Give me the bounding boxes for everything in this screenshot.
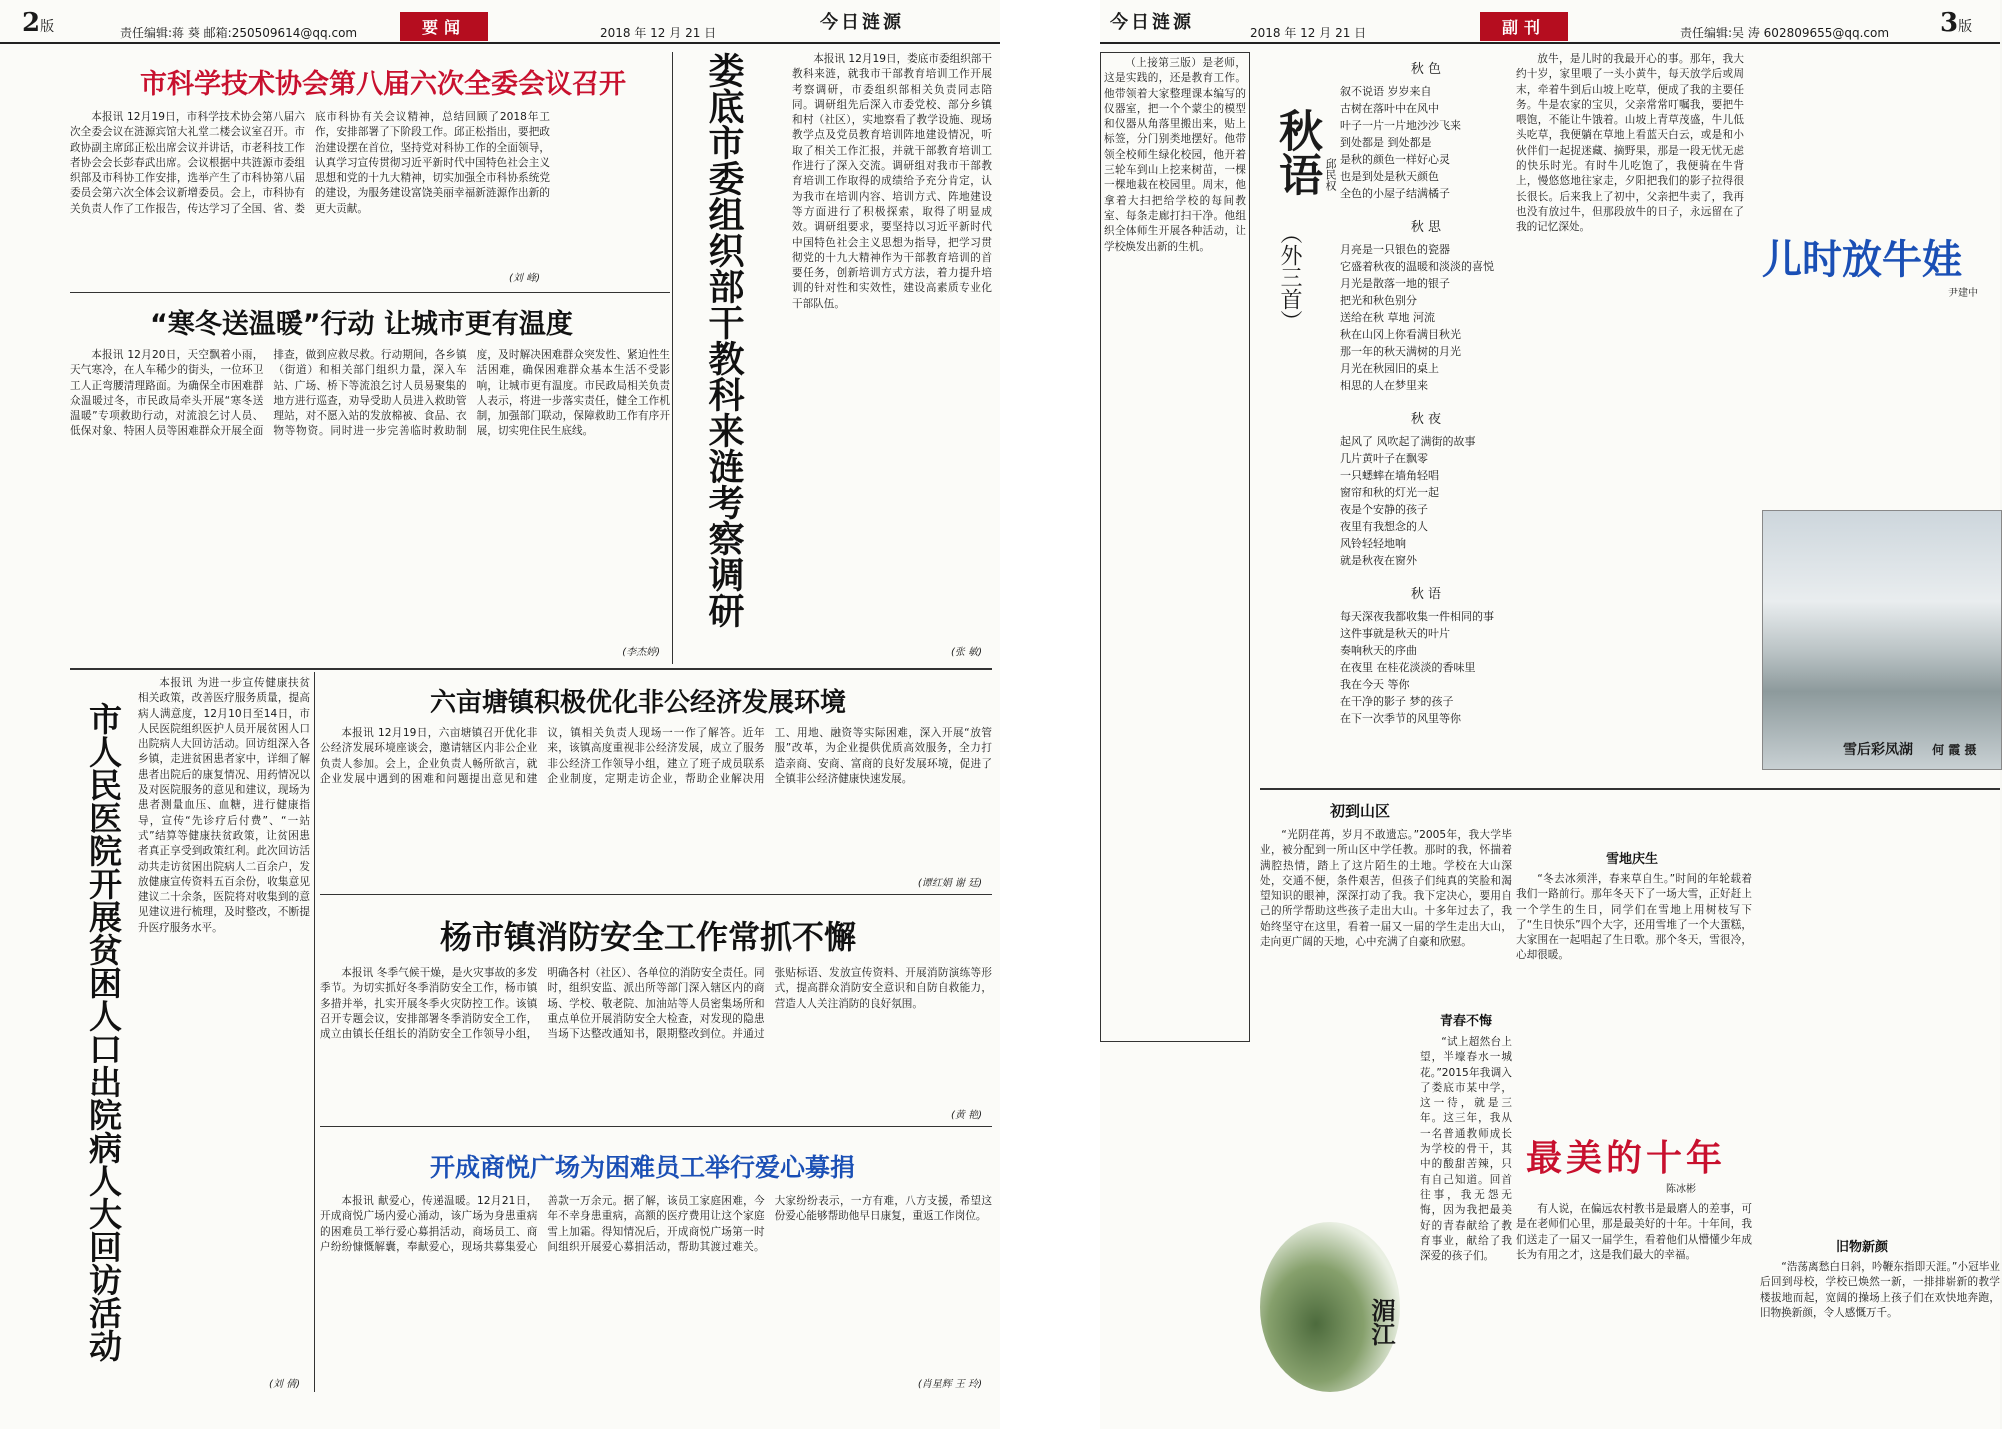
paper-name: 今日涟源 xyxy=(1110,12,1194,33)
body-mountain: “光阴荏苒，岁月不敢遗忘。”2005年，我大学毕业，被分配到一所山区中学任教。那时的我，怀揣着满腔热情，踏上了这片陌生的土地。学校在大山深处，交通不便，条件艰苦，但孩子们纯真的笑脸和渴望知识的眼神，深深打动了我。我下定决心，要用自己的所学帮助这些孩子走出大山。十多年过去了，我始终坚守在这里，看着一届又一届的学生走出大山，走向更广阔的天地，心中充满了自豪和欣慰。 xyxy=(1260,829,1512,949)
divider xyxy=(320,1126,992,1127)
poem-line: 我在今天 等你 xyxy=(1340,678,1410,691)
photo-credit: 何 霞 摄 xyxy=(1932,743,1977,757)
continued-column xyxy=(1100,52,1250,1042)
headline-loudi: 娄底市委组织部干教科来涟考察调研 xyxy=(703,52,744,628)
poem-line: 古树在落叶中在风中 xyxy=(1340,102,1439,115)
poem-title: 秋 色 xyxy=(1410,62,1442,77)
divider xyxy=(70,668,992,670)
headline-teacher: 青春不悔 xyxy=(1439,1014,1492,1029)
article-cowherd xyxy=(1516,52,2000,784)
divider xyxy=(320,894,992,895)
snow-lake-photo xyxy=(1762,510,2002,770)
headline-hospital: 市人民医院开展贫困人口出院病人大回访活动 xyxy=(84,702,123,1362)
editor-info: 责任编辑:蒋 葵 邮箱:250509614@qq.com xyxy=(120,26,358,40)
divider xyxy=(314,672,315,1392)
poem-line: 在干净的影子 梦的孩子 xyxy=(1340,695,1454,708)
poem-line: 在下一次季节的风里等你 xyxy=(1340,712,1461,725)
headline-mountain: 初到山区 xyxy=(1330,802,1391,820)
section-tag: 副刊 xyxy=(1480,12,1568,41)
body-old-new: “浩荡离愁白日斜，吟鞭东指即天涯。”小冠毕业后回到母校，学校已焕然一新，一排排崭新的教学楼拔地而起，宽阔的操场上孩子们在欢快地奔跑，旧物换新颜，令人感慨万千。 xyxy=(1760,1261,2000,1319)
poem-line: 叶子一片一片地沙沙飞来 xyxy=(1340,119,1461,132)
poem-line: 月亮是一只银色的瓷器 xyxy=(1340,243,1450,256)
divider xyxy=(70,292,670,293)
article-teacher xyxy=(1420,1010,1512,1398)
article-best-decade xyxy=(1516,1126,1752,1398)
article-loudi-headline-block xyxy=(678,52,788,664)
author-cowherd: 尹建中 xyxy=(1948,288,1978,299)
body-teacher: “试上超然台上望，半壕春水一城花。”2015年我调入了娄底市某中学，这一待，就是三年。这三年，我从一名普通教师成长为学校的骨干，其中的酸甜苦辣，只有自己知道。回首往事，我无怨无悔，因为我把最美好的青春献给了教育事业，献给了我深爱的孩子们。 xyxy=(1420,1036,1512,1263)
poem-line: 叙不说语 岁岁来自 xyxy=(1340,85,1432,98)
poem-block xyxy=(1260,52,1512,784)
article-winter xyxy=(70,296,670,664)
photo-caption-block xyxy=(1843,739,1976,759)
poem-line: 在夜里 在桂花淡淡的香味里 xyxy=(1340,661,1476,674)
divider xyxy=(672,52,673,664)
credit-hospital: (刘 倩) xyxy=(269,1379,300,1390)
poem xyxy=(1340,216,1512,394)
headline-cowherd: 儿时放牛娃 xyxy=(1762,236,1962,283)
right-newspaper-page xyxy=(1100,0,2000,1429)
editor-info: 责任编辑:吴 涛 602809655@qq.com xyxy=(1680,26,1890,40)
headline-birthday: 雪地庆生 xyxy=(1606,852,1659,867)
credit-yangshi: (黄 艳) xyxy=(951,1110,982,1121)
credit-kaicheng: (肖星辉 王 玲) xyxy=(917,1379,982,1390)
poem-line: 奏响秋天的序曲 xyxy=(1340,644,1417,657)
poem-line: 风铃轻轻地响 xyxy=(1340,537,1406,550)
poem-title: 秋 夜 xyxy=(1410,412,1442,427)
article-loudi xyxy=(792,52,992,664)
poem xyxy=(1340,58,1512,202)
article-old-new xyxy=(1760,792,2000,1398)
page-number: 2版 xyxy=(22,8,55,38)
poem-author: 邱民权 xyxy=(1324,158,1337,191)
article-kaicheng xyxy=(320,1130,992,1392)
poem-line: 相思的人在梦里来 xyxy=(1340,379,1428,392)
divider xyxy=(1260,788,2000,790)
body-winter: 本报讯 12月20日，天空飘着小雨，天气寒冷，在人车稀少的街头，一位环卫工人正弯腰清理路面。为确保全市困难群众温暖过冬，市民政局牵头开展“寒冬送温暖”专项救助行动，对流浪乞讨人员、低保对象、特困人员等困难群众开展全面排查，做到应救尽救。行动期间，各乡镇（街道）和相关部门组织力量，深入车站、广场、桥下等流浪乞讨人员易聚集的地方进行巡查，劝导受助人员进入救助管理站，对不愿入站的发放棉被、食品、衣物等物资。同时进一步完善临时救助制度，及时解决困难群众突发性、紧迫性生活困难，确保困难群众基本生活不受影响，让城市更有温度。市民政局相关负责人表示，将进一步落实责任，健全工作机制，加强部门联动，保障救助工作有序开展，切实兜住民生底线。 xyxy=(70,349,670,438)
body-loudi: 本报讯 12月19日，娄底市委组织部干教科来涟，就我市干部教育培训工作开展考察调研，市委组织部相关负责同志陪同。调研组先后深入市委党校、部分乡镇和村（社区），实地察看了教学设施、现场教学点及党员教育培训阵地建设情况，听取了相关工作汇报，并就干部教育培训工作进行了深入交流。调研组对我市干部教育培训工作取得的成绩给予充分肯定，认为我市在培训内容、培训方式、阵地建设等方面进行了积极探索，取得了明显成效。调研组要求，要坚持以习近平新时代中国特色社会主义思想为指导，把学习贯彻党的十九大精神作为干部教育培训的首要任务，创新培训方式方法，着力提升培训的针对性和实效性，建设高素质专业化干部队伍。 xyxy=(792,53,992,310)
poem-line: 把光和秋色别分 xyxy=(1340,294,1417,307)
poem-list xyxy=(1340,52,1512,741)
poem-line: 送给在秋 草地 河流 xyxy=(1340,311,1435,324)
poem-line: 到处都是 到处都是 xyxy=(1340,136,1432,149)
poem-line: 是秋的颜色一样好心灵 xyxy=(1340,153,1450,166)
poem-line: 它盛着秋夜的温暖和淡淡的喜悦 xyxy=(1340,260,1494,273)
poem-line: 每天深夜我都收集一件相同的事 xyxy=(1340,610,1494,623)
header-rule xyxy=(1100,42,2000,44)
poem-line: 秋在山冈上你看满目秋光 xyxy=(1340,328,1461,341)
headline-yangshi: 杨市镇消防安全工作常抓不懈 xyxy=(440,918,857,956)
body-hospital: 本报讯 为进一步宣传健康扶贫相关政策，改善医疗服务质量，提高病人满意度，12月10日至14日，市人民医院组织医护人员开展贫困人口出院病人大回访活动。回访组深入各乡镇，走进贫困患者家中，详细了解患者出院后的康复情况、用药情况以及对医院服务的意见和建议，现场为患者测量血压、血糖，进行健康指导，宣传“先诊疗后付费”、“一站式”结算等健康扶贫政策，让贫困患者真正享受到政策红利。此次回访活动共走访贫困出院病人二百余户，发放健康宣传资料五百余份，收集意见建议二十余条，医院将对收集到的意见建议进行梳理，及时整改，不断提升医疗服务水平。 xyxy=(138,677,310,934)
article-hospital-headline-block xyxy=(70,672,132,1392)
body-best-decade: 有人说，在偏远农村教书是最磨人的差事，可是在老师们心里，那是最美好的十年。十年间，我们送走了一届又一届学生，看着他们从懵懂少年成长为有用之才，这是我们最大的幸福。 xyxy=(1516,1203,1752,1261)
poem xyxy=(1340,408,1512,569)
poem-title: 秋 思 xyxy=(1410,220,1442,235)
section-tag: 要闻 xyxy=(400,12,488,41)
poem-line: 这件事就是秋天的叶片 xyxy=(1340,627,1450,640)
poem-line: 那一年的秋天满树的月光 xyxy=(1340,345,1461,358)
poem-main-title: 秋语 xyxy=(1271,108,1322,196)
page-gutter xyxy=(1000,0,1100,1429)
article-liumutang xyxy=(320,676,992,891)
article-science xyxy=(70,52,626,288)
header-rule xyxy=(0,42,1000,44)
body-cowherd: 放牛，是儿时的我最开心的事。那年，我大约十岁，家里喂了一头小黄牛，每天放学后或周末，牵着牛到后山坡上吃草，便成了我的主要任务。牛是农家的宝贝，父亲常常叮嘱我，要把牛喂饱，不能让牛饿着。山坡上青草茂盛，牛儿低头吃草，我便躺在草地上看蓝天白云，或是和小伙伴们一起捉迷藏、摘野果，那是一段无忧无虑的快乐时光。有时牛儿吃饱了，我便骑在牛背上，慢悠悠地往家走，夕阳把我们的影子拉得很长很长。后来我上了初中，父亲把牛卖了，我再也没有放过牛，但那段放牛的日子，永远留在了我的记忆深处。 xyxy=(1516,53,1744,234)
body-liumutang: 本报讯 12月19日，六亩塘镇召开优化非公经济发展环境座谈会，邀请辖区内非公企业负责人参加。会上，企业负责人畅所欲言，就企业发展中遇到的困难和问题提出意见和建议，镇相关负责人现场一一作了解答。近年来，该镇高度重视非公经济发展，成立了服务非公经济工作领导小组，建立了班子成员联系企业制度，定期走访企业，帮助企业解决用工、用地、融资等实际困难，深入开展“放管服”改革，为企业提供优质高效服务，全力打造亲商、安商、富商的良好发展环境，促进了全镇非公经济健康快速发展。 xyxy=(320,727,992,785)
poem-line: 月光是散落一地的银子 xyxy=(1340,277,1450,290)
poem xyxy=(1340,583,1512,727)
meijiang-caption: 湄江 xyxy=(1367,1298,1396,1346)
headline-old-new: 旧物新颜 xyxy=(1836,1240,1889,1255)
paper-name: 今日涟源 xyxy=(820,12,904,33)
poem-sub-title: （外三首） xyxy=(1277,222,1302,332)
credit-liumutang: (谭红娟 谢 廷) xyxy=(917,878,982,889)
poem-line: 就是秋夜在窗外 xyxy=(1340,554,1417,567)
body-science: 本报讯 12月19日，市科学技术协会第八届六次全委会议在涟源宾馆大礼堂二楼会议室召开。市政协副主席邱正松出席会议并讲话，市老科技工作者协会会长彭春武出席。会议根据中共涟源市委组织部及市科协工作安排，选举产生了市科协第八届委员会第六次全体会议新增委员。会上，市科协有关负责人作了工作报告，传达学习了全国、省、娄底市科协有关会议精神，总结回顾了2018年工作，安排部署了下阶段工作。邱正松指出，要把政治建设摆在首位，坚持党对科协工作的全面领导，认真学习宣传贯彻习近平新时代中国特色社会主义思想和党的十九大精神，切实加强全市科协系统党的建设，为服务建设富饶美丽幸福新涟源作出新的更大贡献。 xyxy=(70,111,550,215)
poem-line: 也是到处是秋天颜色 xyxy=(1340,170,1439,183)
body-yangshi: 本报讯 冬季气候干燥，是火灾事故的多发季节。为切实抓好冬季消防安全工作，杨市镇多措并举，扎实开展冬季火灾防控工作。该镇召开专题会议，安排部署冬季消防安全工作，成立由镇长任组长的消防安全工作领导小组，明确各村（社区）、各单位的消防安全责任。同时，组织安监、派出所等部门深入辖区内的商场、学校、敬老院、加油站等人员密集场所和重点单位开展消防安全大检查，对发现的隐患当场下达整改通知书，限期整改到位。并通过张贴标语、发放宣传资料、开展消防演练等形式，提高群众消防安全意识和自防自救能力，营造人人关注消防的良好氛围。 xyxy=(320,967,992,1041)
poem-line: 全色的小屋子结满橘子 xyxy=(1340,187,1450,200)
headline-liumutang: 六亩塘镇积极优化非公经济发展环境 xyxy=(430,688,847,718)
credit-winter: (李杰婷) xyxy=(622,647,660,658)
headline-science: 市科学技术协会第八届六次全委会议召开 xyxy=(140,69,626,100)
headline-kaicheng: 开成商悦广场为困难员工举行爱心募捐 xyxy=(430,1153,856,1182)
poem-line: 窗帘和秋的灯光一起 xyxy=(1340,486,1439,499)
poem-line: 月光在秋园旧的桌上 xyxy=(1340,362,1439,375)
poem-line: 起风了 风吹起了满街的故事 xyxy=(1340,435,1476,448)
body-kaicheng: 本报讯 献爱心，传递温暖。12月21日，开成商悦广场内爱心涌动，该广场为身患重病的困难员工举行爱心募捐活动，商场员工、商户纷纷慷慨解囊，奉献爱心，现场共募集爱心善款一万余元。据了解，该员工家庭困难，今年不幸身患重病，高额的医疗费用让这个家庭雪上加霜。得知情况后，开成商悦广场第一时间组织开展爱心募捐活动，帮助其渡过难关。大家纷纷表示，一方有难，八方支援，希望这份爱心能够帮助他早日康复，重返工作岗位。 xyxy=(320,1195,992,1253)
article-birthday xyxy=(1516,792,1752,1122)
article-hospital xyxy=(138,676,310,1392)
article-yangshi xyxy=(320,898,992,1123)
credit-science: (刘 峰) xyxy=(509,273,540,284)
poem-line: 几片黄叶子在飘零 xyxy=(1340,452,1428,465)
body-birthday: “冬去冰须泮，春来草自生。”时间的年轮载着我们一路前行。那年冬天下了一场大雪，正好赶上一个学生的生日，同学们在雪地上用树枝写下了“生日快乐”四个大字，还用雪堆了一个大蛋糕，大家围在一起唱起了生日歌。那个冬天，雪很冷，心却很暖。 xyxy=(1516,873,1752,962)
page-number: 3版 xyxy=(1940,8,1973,38)
issue-date: 2018 年 12 月 21 日 xyxy=(1250,26,1367,40)
body-continued: （上接第三版）是老师，这是实践的，还是教育工作。他带领着大家整理课本编写的仪器室，把一个个蒙尘的模型和仪器从角落里搬出来，贴上标签，分门别类地摆好。他带领全校师生绿化校园，他开着三轮车到山上挖来树苗，一棵一棵地栽在校园里。周末，他拿着大扫把给学校的每间教室、每条走廊打扫干净。他组织全体师生开展各种活动，让学校焕发出新的生机。 xyxy=(1104,57,1246,253)
photo-caption: 雪后彩凤湖 xyxy=(1843,742,1913,758)
poem-line: 夜里有我想念的人 xyxy=(1340,520,1428,533)
author-best-decade: 陈冰彬 xyxy=(1666,1184,1696,1195)
issue-date: 2018 年 12 月 21 日 xyxy=(600,26,717,40)
headline-best-decade: 最美的十年 xyxy=(1526,1137,1727,1179)
left-newspaper-page xyxy=(0,0,1000,1429)
poem-line: 一只蟋蟀在墙角轻唱 xyxy=(1340,469,1439,482)
credit-loudi: (张 敏) xyxy=(951,647,982,658)
headline-winter: “寒冬送温暖”行动 让城市更有温度 xyxy=(150,309,573,340)
poem-line: 夜是个安静的孩子 xyxy=(1340,503,1428,516)
poem-title: 秋 语 xyxy=(1410,587,1442,602)
